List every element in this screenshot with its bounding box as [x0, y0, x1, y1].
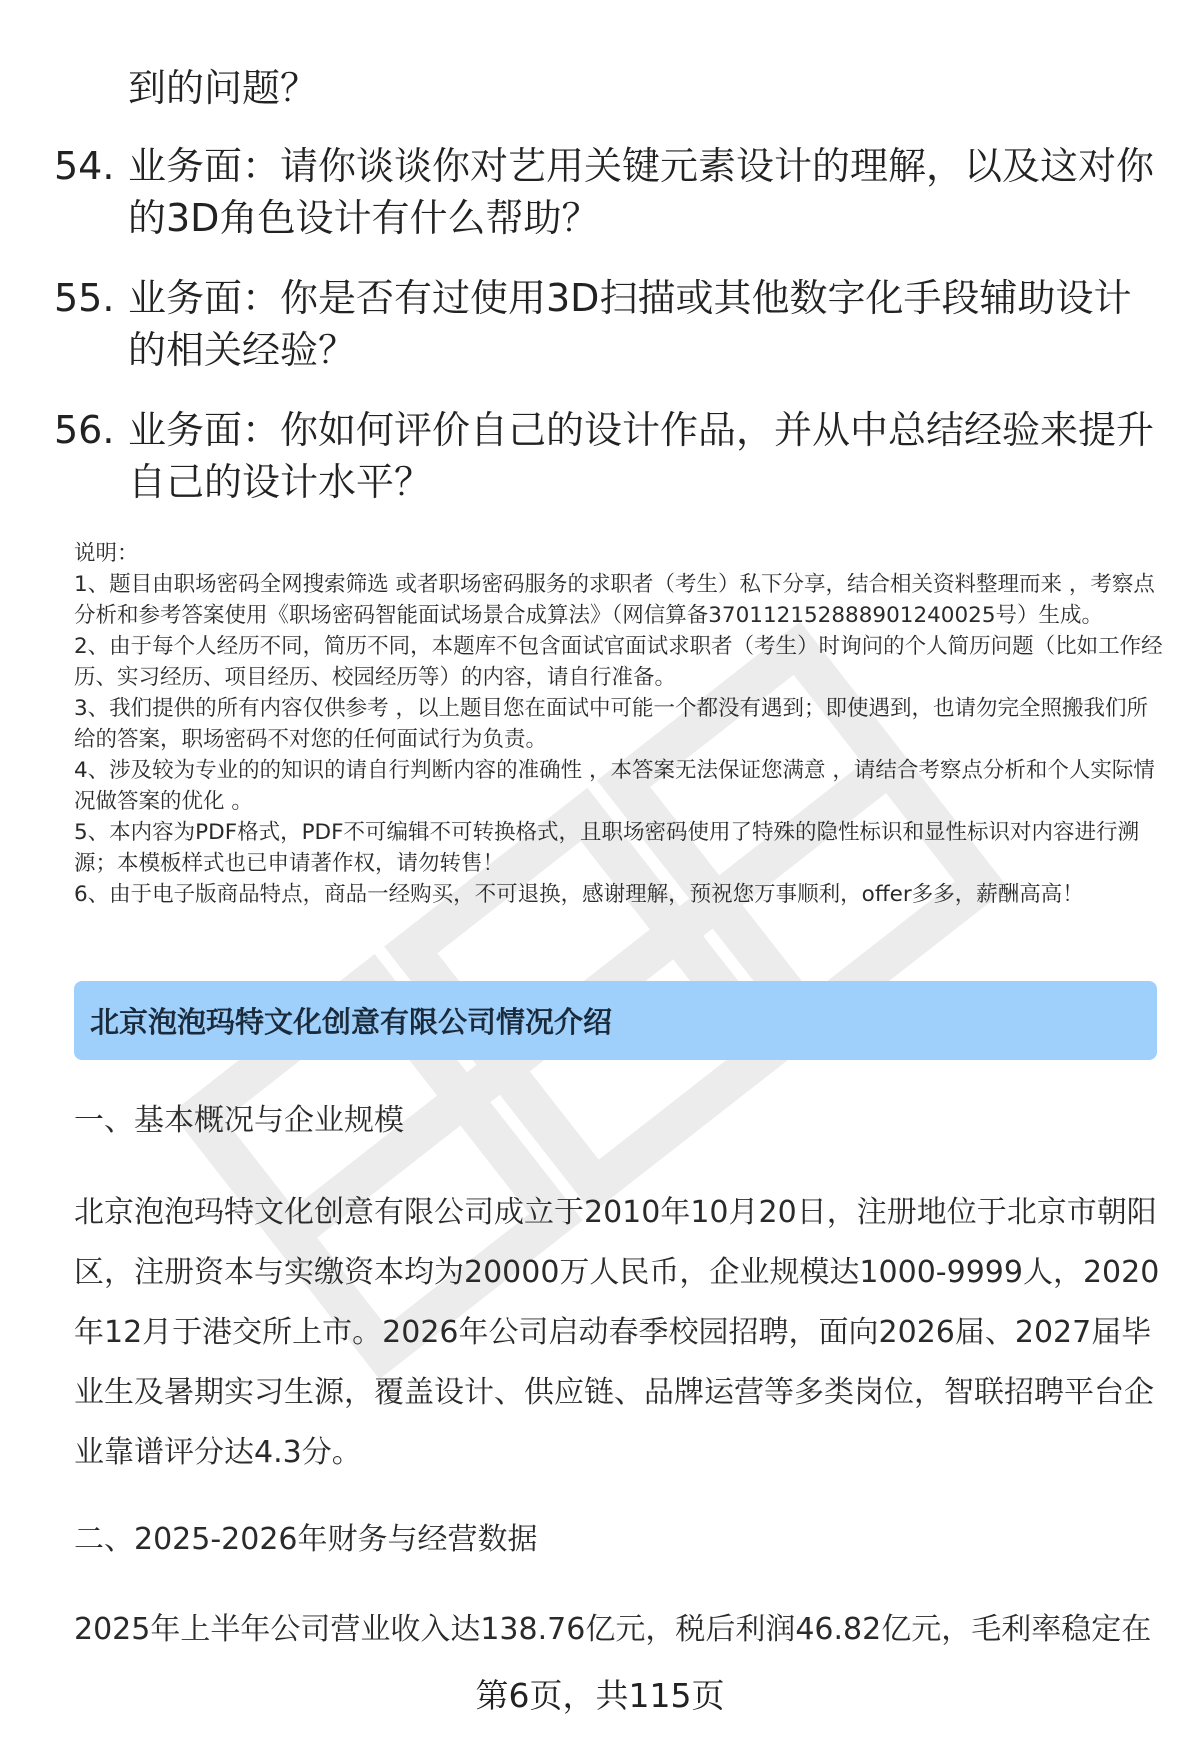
notes-block [74, 538, 1164, 910]
question-continuation: 到的问题？ [128, 66, 319, 110]
question-text: 业务面：你是否有过使用3D扫描或其他数字化手段辅助设计的相关经验？ [128, 276, 1132, 372]
notes-line-5: 5、本内容为PDF格式，PDF不可编辑不可转换格式，且职场密码使用了特殊的隐性标识和显性标识对内容进行溯源；本模板样式也已申请著作权，请勿转售！ [74, 820, 1139, 876]
question-item-56 [54, 404, 1164, 508]
page-number-label: 第6页，共115页 [475, 1676, 725, 1715]
question-text: 业务面：你如何评价自己的设计作品，并从中总结经验来提升自己的设计水平？ [128, 408, 1155, 504]
company-banner-title: 北京泡泡玛特文化创意有限公司情况介绍 [90, 1005, 613, 1039]
notes-line-4: 4、涉及较为专业的的知识的请自行判断内容的准确性 ，本答案无法保证您满意 ，请结合考察点分析和个人实际情况做答案的优化 。 [74, 758, 1155, 814]
notes-line-2: 2、由于每个人经历不同，简历不同，本题库不包含面试官面试求职者（考生）时询问的个人简历问题（比如工作经历、实习经历、项目经历、校园经历等）的内容，请自行准备。 [74, 634, 1163, 690]
section-heading-finance: 二、2025-2026年财务与经营数据 [74, 1522, 538, 1557]
question-number: 54. [54, 144, 115, 188]
notes-title: 说明： [74, 541, 139, 566]
question-number: 56. [54, 408, 115, 452]
section-body-finance: 2025年上半年公司营业收入达138.76亿元，税后利润46.82亿元，毛利率稳定在 [74, 1612, 1152, 1647]
company-banner [74, 981, 1157, 1060]
question-text: 业务面：请你谈谈你对艺用关键元素设计的理解，以及这对你的3D角色设计有什么帮助？ [128, 144, 1155, 240]
question-item-55 [54, 272, 1164, 376]
question-item-54 [54, 140, 1164, 244]
section-heading-overview: 一、基本概况与企业规模 [74, 1103, 404, 1138]
notes-line-1: 1、题目由职场密码全网搜索筛选 或者职场密码服务的求职者（考生）私下分享，结合相关资料整理而来 ，考察点分析和参考答案使用《职场密码智能面试场景合成算法》（网信算备370112152888901240025号）生成。 [74, 572, 1155, 628]
question-list [54, 140, 1164, 536]
question-number: 55. [54, 276, 115, 320]
notes-line-3: 3、我们提供的所有内容仅供参考 ，以上题目您在面试中可能一个都没有遇到；即使遇到，也请勿完全照搬我们所给的答案，职场密码不对您的任何面试行为负责。 [74, 696, 1149, 752]
section-body-overview: 北京泡泡玛特文化创意有限公司成立于2010年10月20日，注册地位于北京市朝阳区，注册资本与实缴资本均为20000万人民币，企业规模达1000-9999人，2020年12月于港交所上市。2026年公司启动春季校园招聘，面向2026届、2027届毕业生及暑期实习生源，覆盖设计、供应链、品牌运营等多类岗位，智联招聘平台企业靠谱评分达4.3分。 [74, 1195, 1160, 1470]
notes-line-6: 6、由于电子版商品特点，商品一经购买，不可退换，感谢理解，预祝您万事顺利，offer多多，薪酬高高！ [74, 882, 1084, 907]
